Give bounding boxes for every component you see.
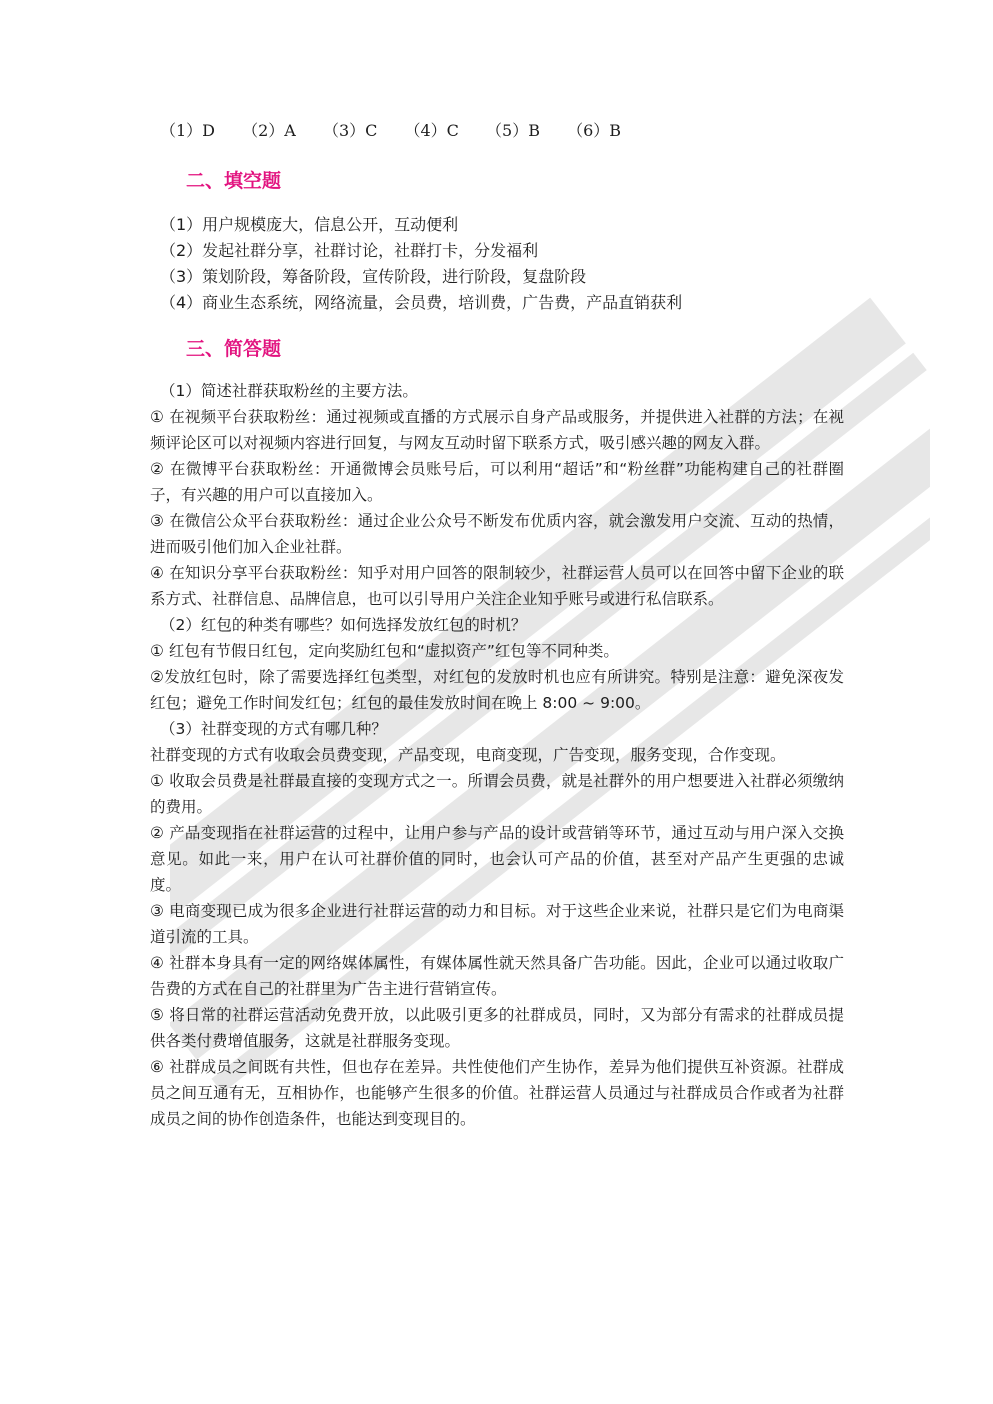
answer-paragraph: ③ 电商变现已成为很多企业进行社群运营的动力和目标。对于这些企业来说，社群只是它们为电商渠道引流的工具。: [150, 902, 844, 946]
choice-answers: [150, 118, 844, 144]
fill-blank-item: （4）商业生态系统，网络流量，会员费，培训费，广告费，产品直销获利: [160, 293, 683, 312]
answer-paragraph: ① 收取会员费是社群最直接的变现方式之一。所谓会员费，就是社群外的用户想要进入社群必须缴纳的费用。: [150, 772, 844, 816]
answer-paragraph: ④ 社群本身具有一定的网络媒体属性，有媒体属性就天然具备广告功能。因此，企业可以通过收取广告费的方式在自己的社群里为广告主进行营销宣传。: [150, 954, 844, 998]
fill-blank-item: （1）用户规模庞大，信息公开，互动便利: [160, 215, 459, 234]
answer-4: （4）C: [404, 121, 459, 140]
answer-6: （6）B: [567, 121, 622, 140]
answer-paragraph: 社群变现的方式有收取会员费变现，产品变现，电商变现，广告变现，服务变现，合作变现。: [150, 746, 786, 764]
answer-paragraph: ⑥ 社群成员之间既有共性，但也存在差异。共性使他们产生协作，差异为他们提供互补资源。社群成员之间互通有无，互相协作，也能够产生很多的价值。社群运营人员通过与社群成员合作或者为社群成员之间的协作创造条件，也能达到变现目的。: [150, 1058, 844, 1128]
section-title-fill-blank: 二、填空题: [186, 170, 282, 192]
answer-paragraph: ④ 在知识分享平台获取粉丝：知乎对用户回答的限制较少，社群运营人员可以在回答中留下企业的联系方式、社群信息、品牌信息，也可以引导用户关注企业知乎账号或进行私信联系。: [150, 564, 844, 608]
answer-paragraph: ⑤ 将日常的社群运营活动免费开放，以此吸引更多的社群成员，同时，又为部分有需求的社群成员提供各类付费增值服务，这就是社群服务变现。: [150, 1006, 844, 1050]
answer-2: （2）A: [242, 121, 296, 140]
answer-paragraph: ② 产品变现指在社群运营的过程中，让用户参与产品的设计或营销等环节，通过互动与用户深入交换意见。如此一来，用户在认可社群价值的同时，也会认可产品的价值，甚至对产品产生更强的忠诚度。: [150, 824, 844, 894]
fill-blank-item: （2）发起社群分享，社群讨论，社群打卡，分发福利: [160, 241, 539, 260]
section-title-short-answer: 三、简答题: [186, 338, 282, 360]
answer-3: （3）C: [322, 121, 378, 140]
answer-1: （1）D: [160, 121, 216, 140]
fill-blank-item: （3）策划阶段，筹备阶段，宣传阶段，进行阶段，复盘阶段: [160, 267, 587, 286]
question-1: （1）简述社群获取粉丝的主要方法。: [160, 382, 418, 400]
answer-5: （5）B: [486, 121, 540, 140]
short-answer-body: [150, 378, 844, 1132]
answer-paragraph: ③ 在微信公众平台获取粉丝：通过企业公众号不断发布优质内容，就会激发用户交流、互动的热情，进而吸引他们加入企业社群。: [150, 512, 844, 556]
question-3: （3）社群变现的方式有哪几种？: [160, 720, 387, 738]
answer-paragraph: ① 红包有节假日红包，定向奖励红包和“虚拟资产”红包等不同种类。: [150, 642, 619, 660]
answer-paragraph: ② 在微博平台获取粉丝：开通微博会员账号后，可以利用“超话”和“粉丝群”功能构建自己的社群圈子，有兴趣的用户可以直接加入。: [150, 460, 844, 504]
answer-paragraph: ②发放红包时，除了需要选择红包类型，对红包的发放时机也应有所讲究。特别是注意：避免深夜发红包；避免工作时间发红包；红包的最佳发放时间在晚上 8:00 ~ 9:00。: [150, 668, 844, 712]
fill-blank-answers: [150, 212, 844, 316]
answer-paragraph: ① 在视频平台获取粉丝：通过视频或直播的方式展示自身产品或服务，并提供进入社群的方法；在视频评论区可以对视频内容进行回复，与网友互动时留下联系方式，吸引感兴趣的网友入群。: [150, 408, 844, 452]
document-content: [150, 118, 844, 1132]
question-2: （2）红包的种类有哪些？如何选择发放红包的时机？: [160, 616, 527, 634]
